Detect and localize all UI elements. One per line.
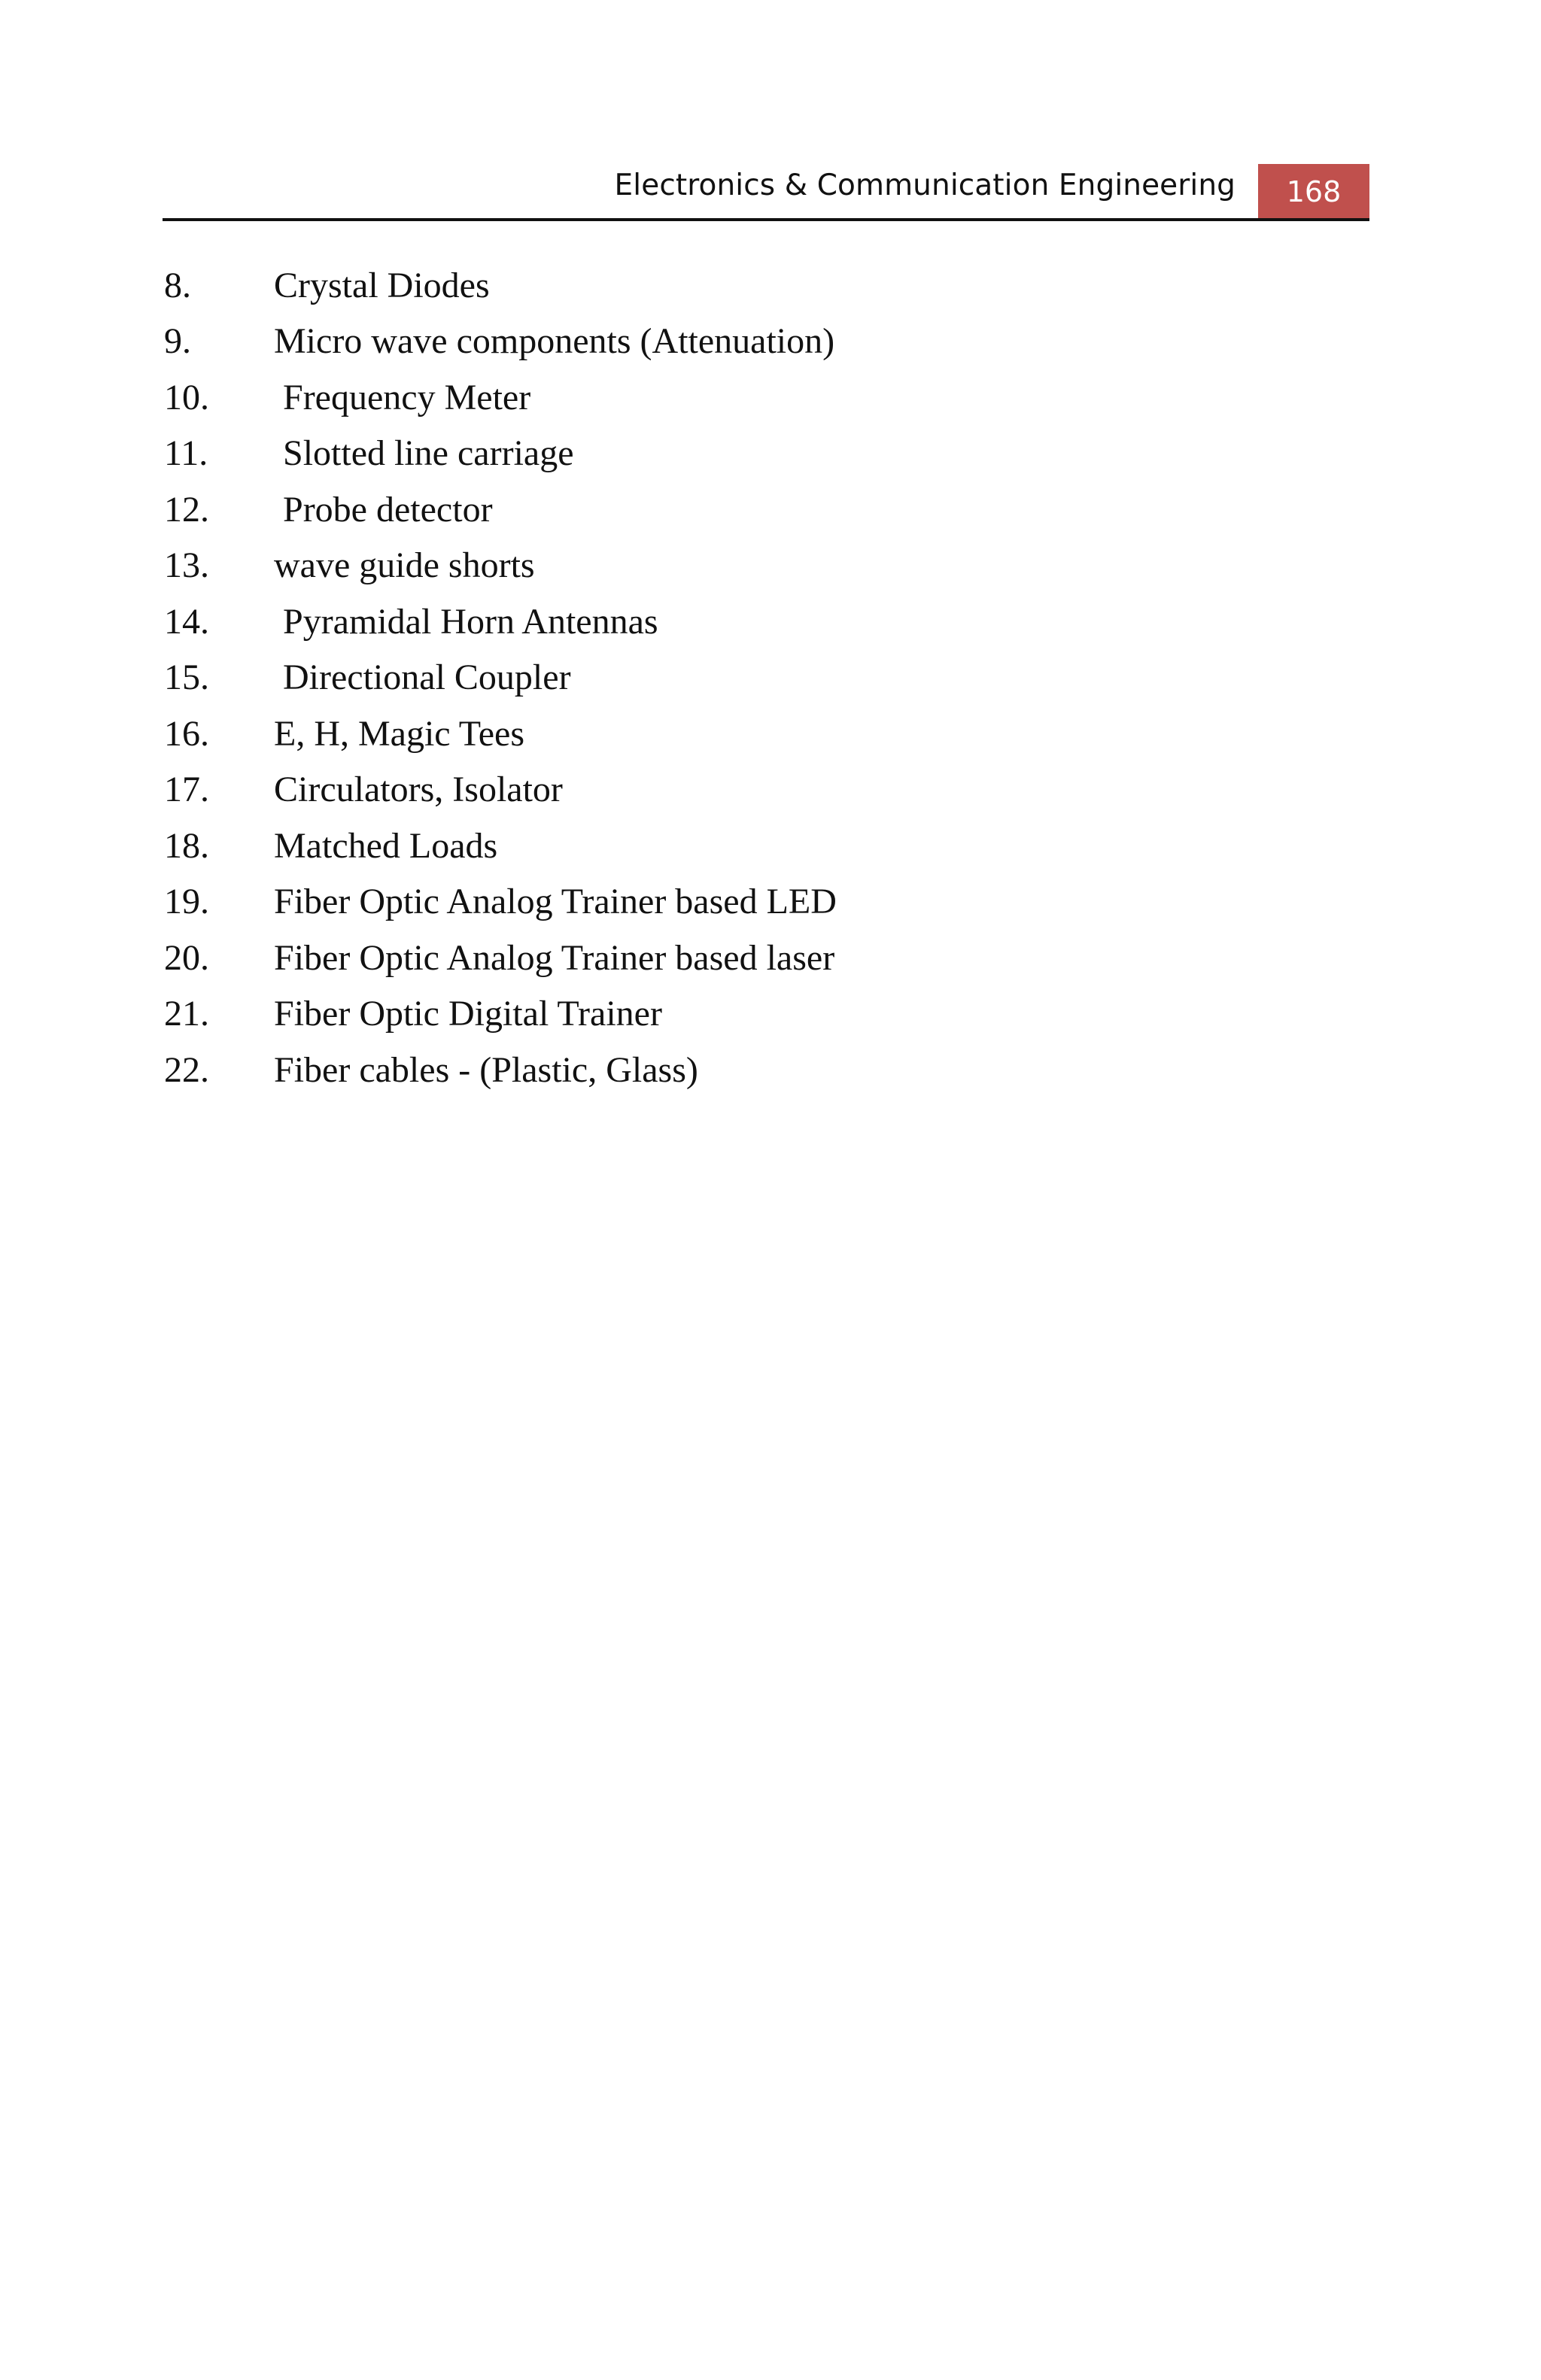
list-item-number: 16. — [164, 713, 209, 754]
list-item-text: Fiber cables - (Plastic, Glass) — [274, 1049, 698, 1090]
list-item-text: E, H, Magic Tees — [274, 713, 524, 754]
list-item-text: Probe detector — [274, 489, 493, 530]
list-item-number: 21. — [164, 994, 209, 1034]
list-item-text: Slotted line carriage — [274, 433, 574, 474]
list-item — [164, 818, 1293, 874]
list-item-number: 14. — [164, 601, 209, 642]
list-item-number: 18. — [164, 825, 209, 866]
list-item-text: Micro wave components (Attenuation) — [274, 321, 835, 362]
list-item-number: 19. — [164, 882, 209, 922]
list-item-number: 9. — [164, 321, 191, 362]
list-item-text: Circulators, Isolator — [274, 770, 563, 810]
list-item-text: Frequency Meter — [274, 377, 531, 417]
list-item — [164, 650, 1293, 706]
list-item-number: 17. — [164, 770, 209, 810]
list-item — [164, 257, 1293, 314]
list-item — [164, 314, 1293, 370]
header-rule — [163, 218, 1369, 221]
list-item — [164, 481, 1293, 538]
list-item-number: 12. — [164, 489, 209, 530]
equipment-list — [164, 257, 1293, 1098]
list-item-text: Crystal Diodes — [274, 265, 490, 305]
list-item-text: Directional Coupler — [274, 657, 571, 698]
list-item — [164, 762, 1293, 818]
list-item-text: Fiber Optic Analog Trainer based LED — [274, 882, 837, 922]
list-item — [164, 593, 1293, 650]
list-item-text: Matched Loads — [274, 825, 498, 866]
list-item — [164, 986, 1293, 1043]
page-number-badge: 168 — [1258, 164, 1369, 220]
list-item-number: 8. — [164, 265, 191, 305]
list-item — [164, 1042, 1293, 1098]
list-item — [164, 930, 1293, 986]
list-item — [164, 538, 1293, 594]
list-item — [164, 706, 1293, 762]
list-item-number: 15. — [164, 657, 209, 698]
list-item-text: wave guide shorts — [274, 545, 535, 586]
page-header — [163, 164, 1369, 220]
list-item-number: 13. — [164, 545, 209, 586]
header-title: Electronics & Communication Engineering — [614, 168, 1236, 202]
list-item-text: Fiber Optic Analog Trainer based laser — [274, 937, 835, 978]
list-item-number: 10. — [164, 377, 209, 417]
list-item-number: 22. — [164, 1049, 209, 1090]
list-item — [164, 426, 1293, 482]
list-item — [164, 369, 1293, 426]
list-item-number: 20. — [164, 937, 209, 978]
list-item-number: 11. — [164, 433, 208, 474]
list-item-text: Fiber Optic Digital Trainer — [274, 994, 662, 1034]
list-item-text: Pyramidal Horn Antennas — [274, 601, 658, 642]
list-item — [164, 874, 1293, 930]
